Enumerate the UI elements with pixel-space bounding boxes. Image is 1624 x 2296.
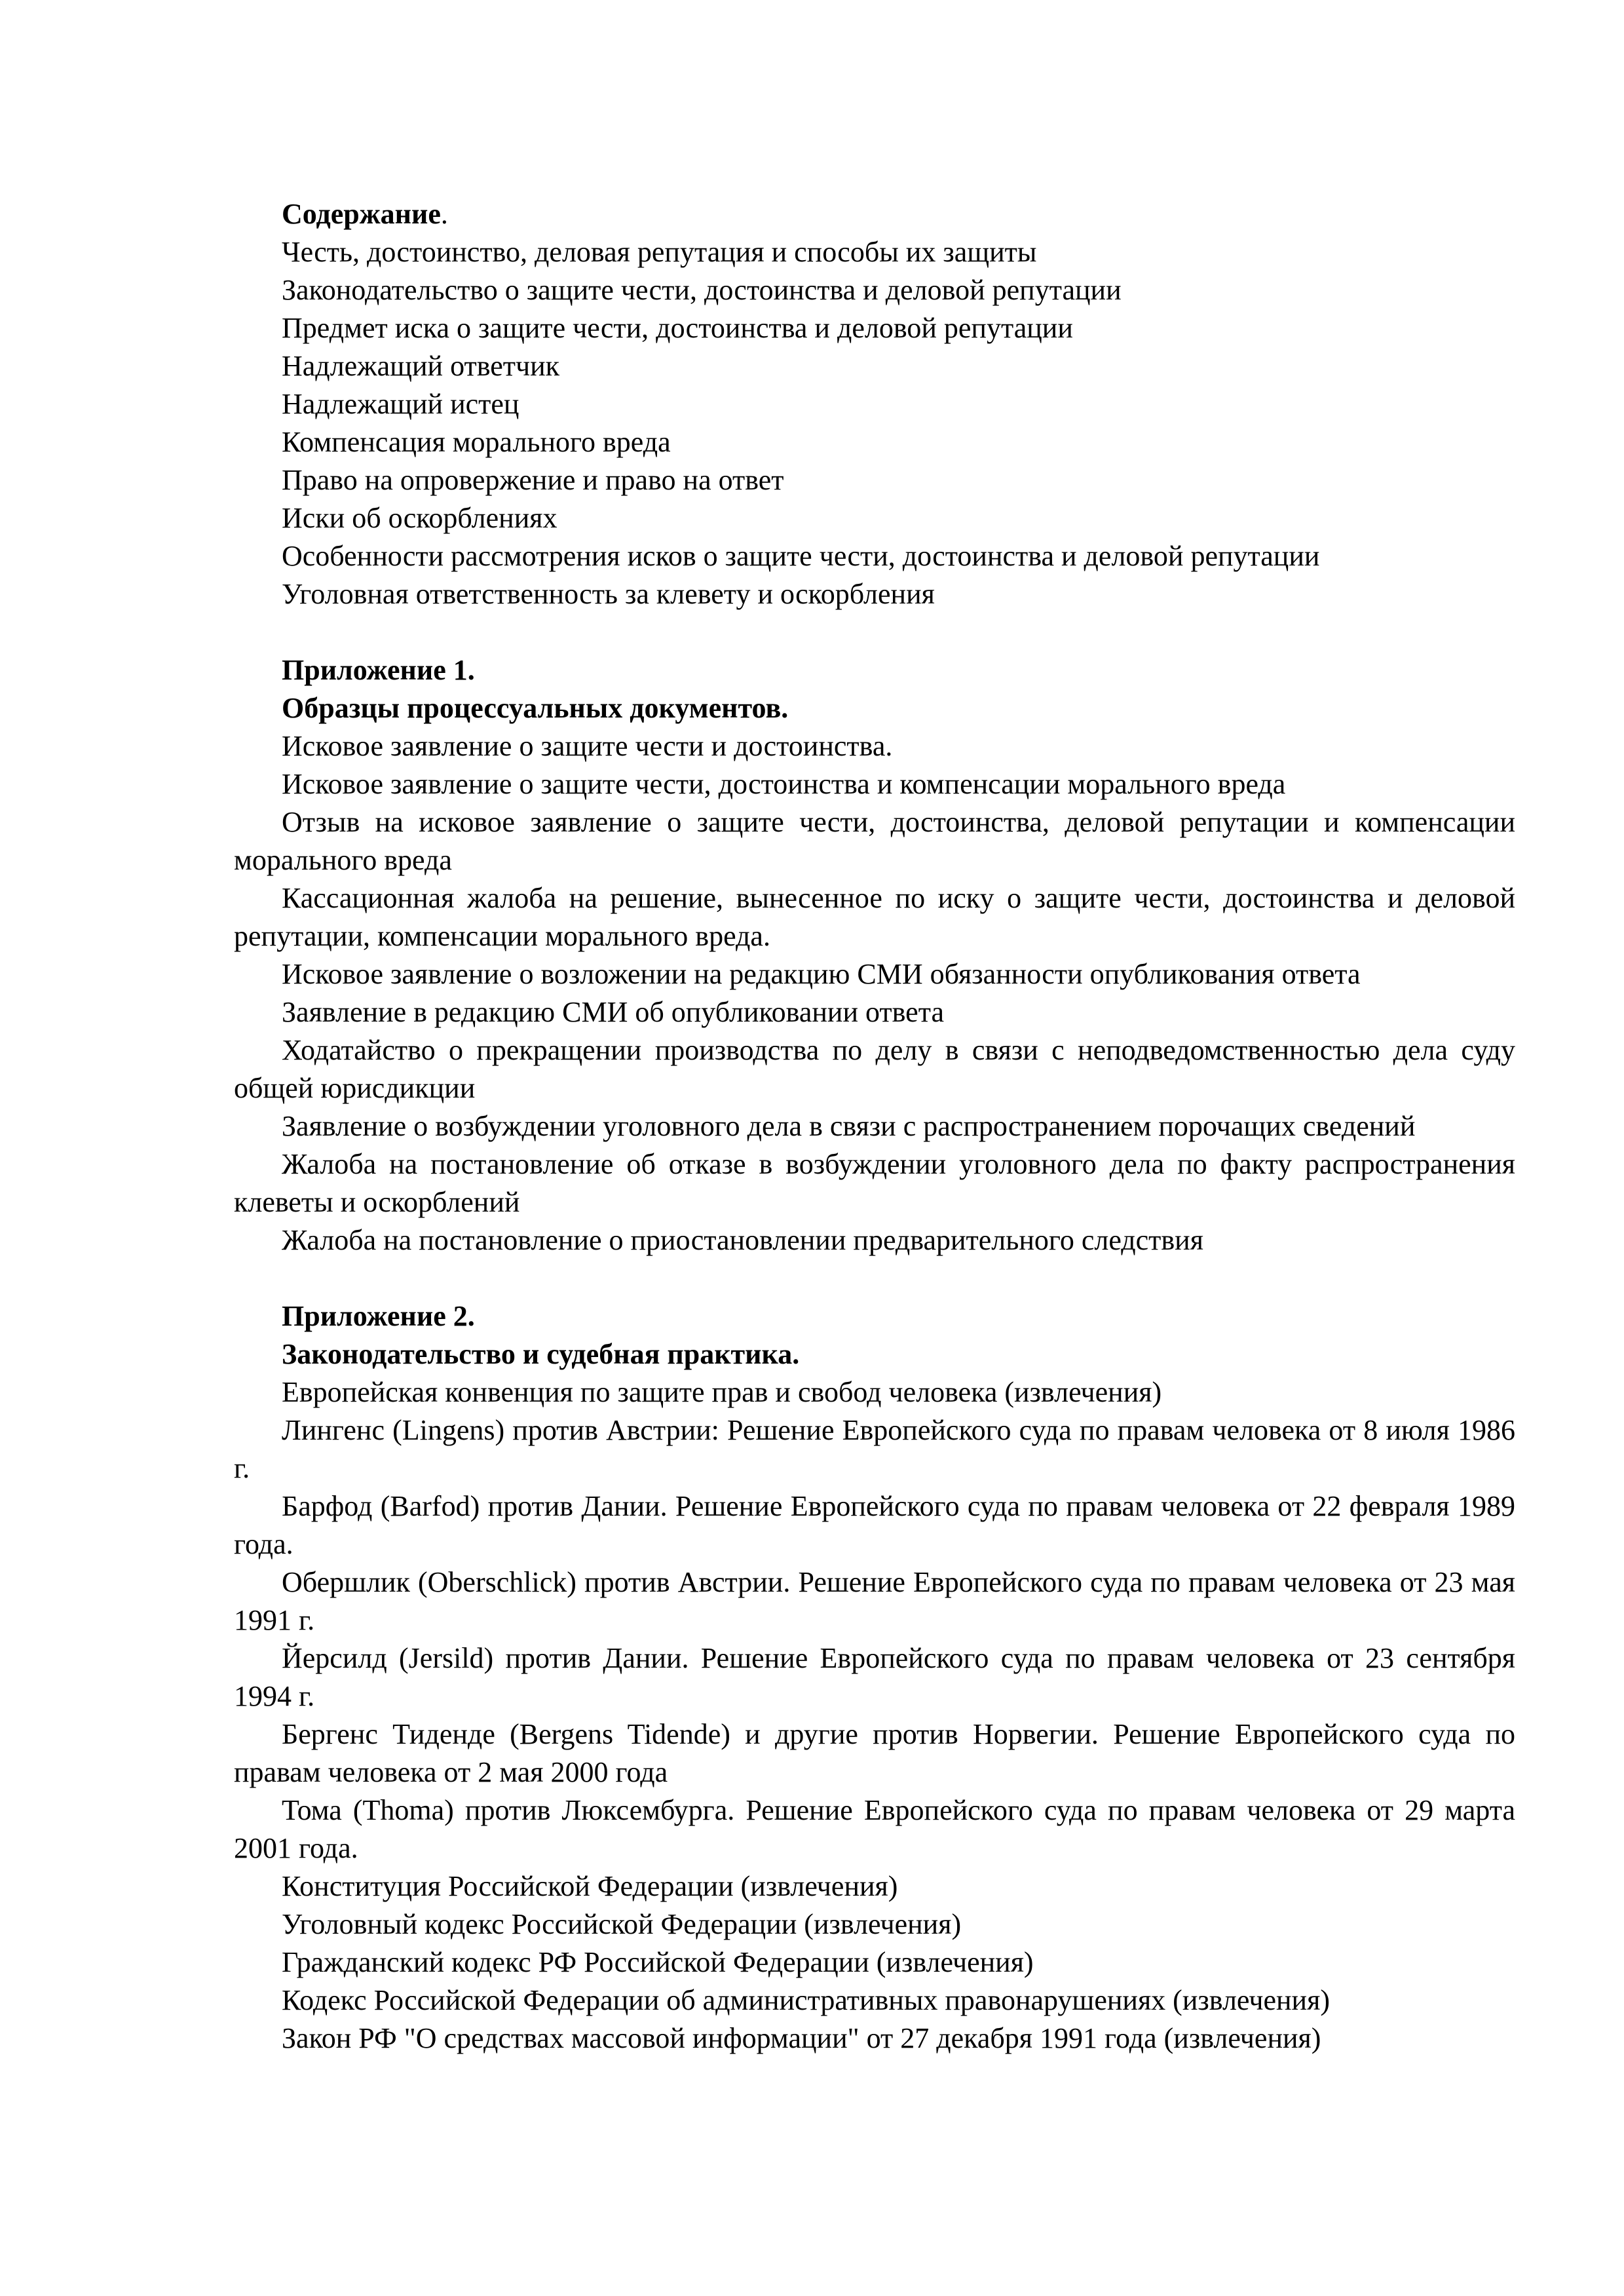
appendix1-item: Жалоба на постановление о приостановлении предварительного следствия [282, 1224, 1203, 1256]
appendix1-item: Кассационная жалоба на решение, вынесенное по иску о защите чести, достоинства и деловой репутации, компенсации морального вреда. [234, 882, 1515, 952]
appendix2-item: Уголовный кодекс Российской Федерации (извлечения) [282, 1908, 962, 1940]
toc-item: Иски об оскорблениях [282, 502, 557, 534]
toc-item: Компенсация морального вреда [282, 426, 671, 458]
appendix2-subtitle: Законодательство и судебная практика. [282, 1338, 800, 1370]
appendix2-item: Бергенс Тиденде (Bergens Tidende) и другие против Норвегии. Решение Европейского суда по правам человека от 2 мая 2000 года [234, 1718, 1515, 1788]
appendix1-item: Жалоба на постановление об отказе в возбуждении уголовного дела по факту распространения клеветы и оскорблений [234, 1148, 1515, 1218]
appendix1-title: Приложение 1. [282, 654, 475, 686]
appendix2-item: Конституция Российской Федерации (извлечения) [282, 1870, 898, 1902]
appendix2-title: Приложение 2. [282, 1300, 475, 1332]
appendix1-item: Заявление о возбуждении уголовного дела в связи с распространением порочащих сведений [282, 1110, 1416, 1142]
section-spacer [234, 613, 1515, 651]
appendix1-item: Исковое заявление о возложении на редакцию СМИ обязанности опубликования ответа [282, 958, 1361, 990]
toc-item: Предмет иска о защите чести, достоинства и деловой репутации [282, 312, 1073, 344]
appendix2-item: Обершлик (Oberschlick) против Австрии. Решение Европейского суда по правам человека от 23 мая 1991 г. [234, 1566, 1515, 1636]
document-content [234, 195, 1515, 2057]
appendix1-item: Заявление в редакцию СМИ об опубликовании ответа [282, 996, 944, 1028]
toc-item: Честь, достоинство, деловая репутация и способы их защиты [282, 236, 1037, 268]
appendix2-item: Тома (Thoma) против Люксембурга. Решение Европейского суда по правам человека от 29 марта 2001 года. [234, 1794, 1515, 1864]
appendix2-item: Барфод (Barfod) против Дании. Решение Европейского суда по правам человека от 22 февраля 1989 года. [234, 1490, 1515, 1560]
toc-item: Надлежащий истец [282, 388, 519, 420]
appendix1-item: Исковое заявление о защите чести и достоинства. [282, 730, 893, 762]
toc-item: Право на опровержение и право на ответ [282, 464, 784, 496]
appendix2-item: Лингенс (Lingens) против Австрии: Решение Европейского суда по правам человека от 8 июля 1986 г. [234, 1414, 1515, 1484]
appendix1-item: Исковое заявление о защите чести, достоинства и компенсации морального вреда [282, 768, 1286, 800]
appendix2-item: Европейская конвенция по защите прав и свобод человека (извлечения) [282, 1376, 1162, 1408]
appendix1-item: Ходатайство о прекращении производства по делу в связи с неподведомственностью дела суду общей юрисдикции [234, 1034, 1515, 1104]
toc-item: Особенности рассмотрения исков о защите чести, достоинства и деловой репутации [282, 540, 1320, 572]
appendix2-item: Гражданский кодекс РФ Российской Федерации (извлечения) [282, 1946, 1034, 1978]
toc-item: Надлежащий ответчик [282, 350, 560, 382]
toc-heading [234, 195, 1515, 233]
toc-title-punct: . [440, 198, 448, 230]
appendix1-subtitle: Образцы процессуальных документов. [282, 692, 789, 724]
toc-title: Содержание [282, 198, 441, 230]
toc-item: Уголовная ответственность за клевету и оскорбления [282, 578, 935, 610]
section-spacer [234, 1259, 1515, 1297]
toc-item: Законодательство о защите чести, достоинства и деловой репутации [282, 274, 1122, 306]
appendix2-item: Кодекс Российской Федерации об административных правонарушениях (извлечения) [282, 1984, 1330, 2016]
appendix2-item: Йерсилд (Jersild) против Дании. Решение Европейского суда по правам человека от 23 сентября 1994 г. [234, 1642, 1515, 1712]
appendix1-item: Отзыв на исковое заявление о защите чести, достоинства, деловой репутации и компенсации морального вреда [234, 806, 1515, 876]
appendix2-item: Закон РФ "О средствах массовой информации" от 27 декабря 1991 года (извлечения) [282, 2022, 1321, 2054]
